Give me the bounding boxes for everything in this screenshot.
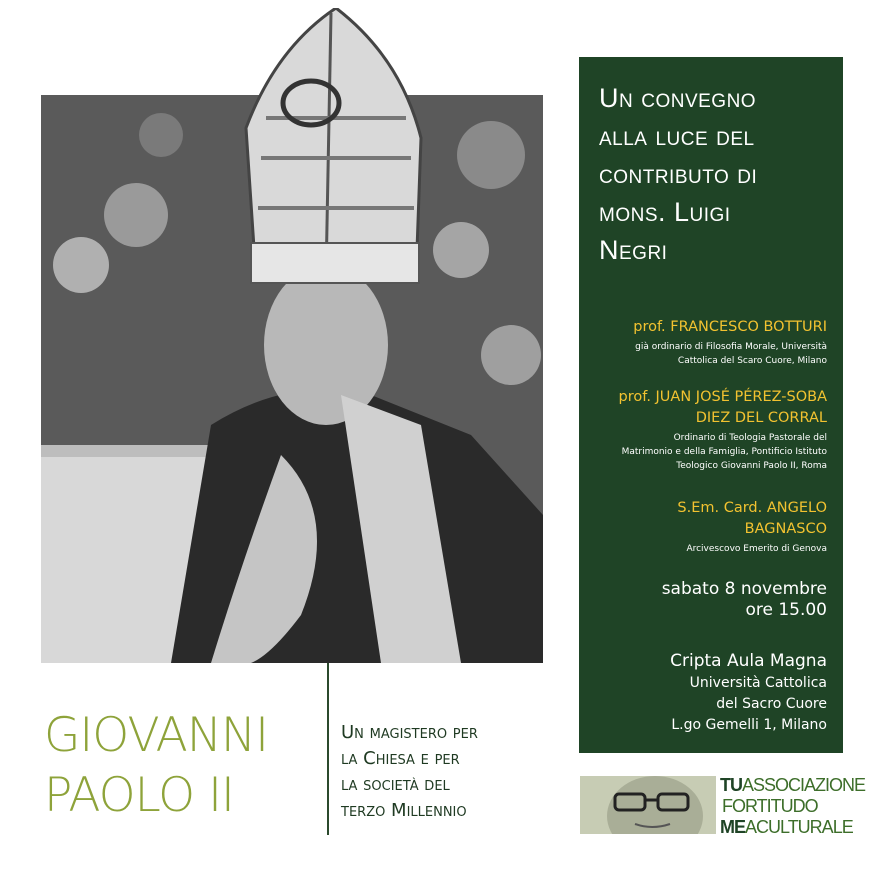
heading-line-1: Un convegno: [599, 83, 757, 113]
time-line: ore 15.00: [745, 600, 827, 620]
name-line: BAGNASCO: [744, 521, 827, 537]
title-line-2: PAOLO II: [44, 768, 234, 823]
role-line: Ordinario di Teologia Pastorale del: [673, 433, 827, 443]
subtitle-line-1: Un magistero per: [341, 722, 478, 743]
event-title: [44, 706, 324, 826]
panel-heading: [599, 79, 839, 269]
speaker-bagnasco: [587, 498, 827, 556]
logo-word: FORTITUDO: [722, 796, 818, 816]
speaker-botturi: [587, 317, 827, 368]
speaker-role: [587, 542, 827, 556]
association-logo: [720, 775, 866, 838]
subtitle-line-4: terzo Millennio: [341, 800, 467, 821]
subtitle-line-2: la Chiesa e per: [341, 748, 460, 769]
name-line: prof. JUAN JOSÉ PÉREZ-SOBA: [618, 389, 827, 405]
speaker-role: [587, 431, 827, 473]
venue-line: Università Cattolica: [689, 675, 827, 691]
subtitle-line-3: la società del: [341, 774, 450, 795]
venue-room: Cripta Aula Magna: [670, 651, 827, 671]
speaker-name: prof. FRANCESCO BOTTURI: [633, 319, 827, 335]
event-subtitle: [341, 720, 556, 824]
logo-word: CULTURALE: [756, 817, 853, 837]
venue-line: del Sacro Cuore: [716, 696, 827, 712]
date-line: sabato 8 novembre: [661, 579, 827, 599]
name-line: S.Em. Card. ANGELO: [677, 500, 827, 516]
role-line: Matrimonio e della Famiglia, Pontificio Istituto: [621, 447, 827, 457]
venue-address: L.go Gemelli 1, Milano: [671, 717, 827, 733]
portrait-icon: [580, 776, 716, 834]
logo-me: ME: [720, 817, 745, 837]
logo-word: A: [745, 817, 757, 837]
speaker-name: [587, 387, 827, 429]
divider-line: [327, 663, 329, 835]
name-line: DIEZ DEL CORRAL: [695, 410, 827, 426]
info-panel: [579, 57, 843, 753]
mitre-illustration: [236, 8, 436, 298]
heading-line-3: contributo di: [599, 159, 758, 189]
role-line: già ordinario di Filosofia Morale, Università: [635, 342, 827, 352]
role-line: Teologico Giovanni Paolo II, Roma: [676, 461, 827, 471]
speaker-perez-soba: [587, 387, 827, 473]
title-line-1: GIOVANNI: [44, 708, 268, 763]
event-venue: [670, 649, 827, 736]
heading-line-5: Negri: [599, 235, 668, 265]
role-line: Arcivescovo Emerito di Genova: [686, 544, 827, 554]
heading-line-4: mons. Luigi: [599, 197, 731, 227]
event-date: [662, 579, 827, 621]
logo-portrait: [580, 776, 716, 834]
heading-line-2: alla luce del: [599, 121, 755, 151]
logo-tu: TU: [720, 775, 742, 795]
speaker-name: [587, 498, 827, 540]
speaker-role: [587, 340, 827, 368]
role-line: Cattolica del Scaro Cuore, Milano: [677, 356, 827, 366]
logo-word: ASSOCIAZIONE: [742, 775, 866, 795]
